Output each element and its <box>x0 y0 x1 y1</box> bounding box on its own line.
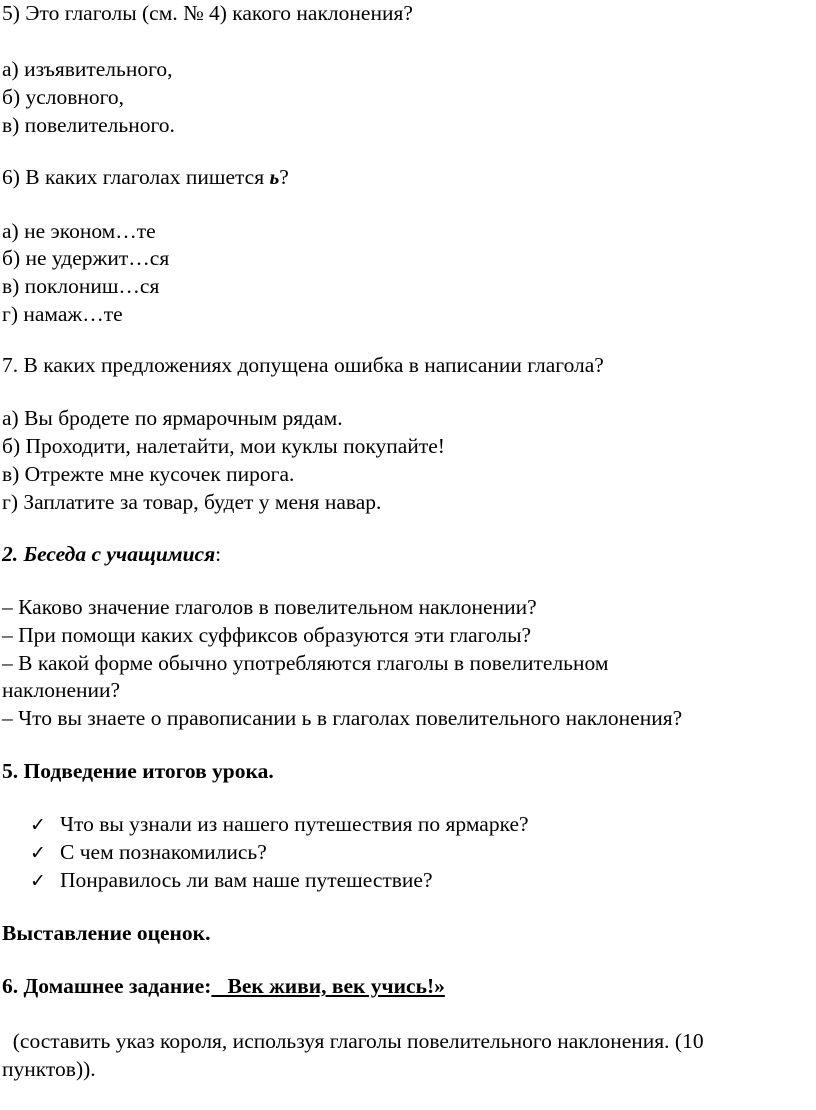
conversation-heading-text: 2. Беседа с учащимися <box>2 542 216 566</box>
checklist-item <box>30 811 529 838</box>
checklist-item-text: Понравилось ли вам наше путешествие? <box>60 868 433 892</box>
homework-label: 6. Домашнее задание: <box>2 974 212 998</box>
homework-heading <box>2 973 445 999</box>
conversation-heading <box>2 541 221 567</box>
q6-question-prefix: 6) В каких глаголах пишется <box>2 165 270 189</box>
conversation-question-3: – В какой форме обычно употребляются глаголы в повелительном <box>2 651 609 675</box>
q7-option-b: б) Проходити, налетайти, мои куклы покупайте! <box>2 434 445 458</box>
q6-question-suffix: ? <box>279 165 289 189</box>
q5-option-c: в) повелительного. <box>2 113 175 137</box>
summary-heading: 5. Подведение итогов урока. <box>2 759 274 783</box>
q6-option-a: а) не эконом…те <box>2 219 156 243</box>
conversation-question-3-cont: наклонении? <box>2 678 121 702</box>
conversation-question-4: – Что вы знаете о правописании ь в глаголах повелительного наклонения? <box>2 706 683 730</box>
checklist-item-text: С чем познакомились? <box>60 840 267 864</box>
q7-question: 7. В каких предложениях допущена ошибка в написании глагола? <box>2 353 604 377</box>
q7-option-a: а) Вы бродете по ярмарочным рядам. <box>2 406 343 430</box>
checklist-item <box>30 839 267 866</box>
checkmark-icon: ✓ <box>30 842 46 864</box>
q7-option-d: г) Заплатите за товар, будет у меня навар. <box>2 490 382 514</box>
conversation-question-1: – Каково значение глаголов в повелительном наклонении? <box>2 595 537 619</box>
checkmark-icon: ✓ <box>30 870 46 892</box>
q5-option-a: а) изъявительного, <box>2 57 173 81</box>
grades-heading: Выставление оценок. <box>2 921 211 945</box>
homework-description: (составить указ короля, используя глаголы повелительного наклонения. (10 <box>2 1029 704 1053</box>
checklist-item-text: Что вы узнали из нашего путешествия по ярмарке? <box>60 812 529 836</box>
q6-question-letter: ь <box>269 165 280 189</box>
checkmark-icon: ✓ <box>30 814 46 836</box>
q6-option-d: г) намаж…те <box>2 302 123 326</box>
q6-option-c: в) поклониш…ся <box>2 274 160 298</box>
conversation-question-2: – При помощи каких суффиксов образуются эти глаголы? <box>2 623 532 647</box>
q6-option-b: б) не удержит…ся <box>2 246 170 270</box>
q5-option-b: б) условного, <box>2 85 125 109</box>
homework-description-cont: пунктов)). <box>2 1057 96 1081</box>
q7-option-c: в) Отрежте мне кусочек пирога. <box>2 462 295 486</box>
homework-title: Век живи, век учись!» <box>211 974 445 998</box>
checklist-item <box>30 867 433 894</box>
q6-question <box>2 164 289 190</box>
conversation-heading-colon: : <box>215 542 222 566</box>
q5-question: 5) Это глаголы (см. № 4) какого наклонения? <box>2 1 413 25</box>
